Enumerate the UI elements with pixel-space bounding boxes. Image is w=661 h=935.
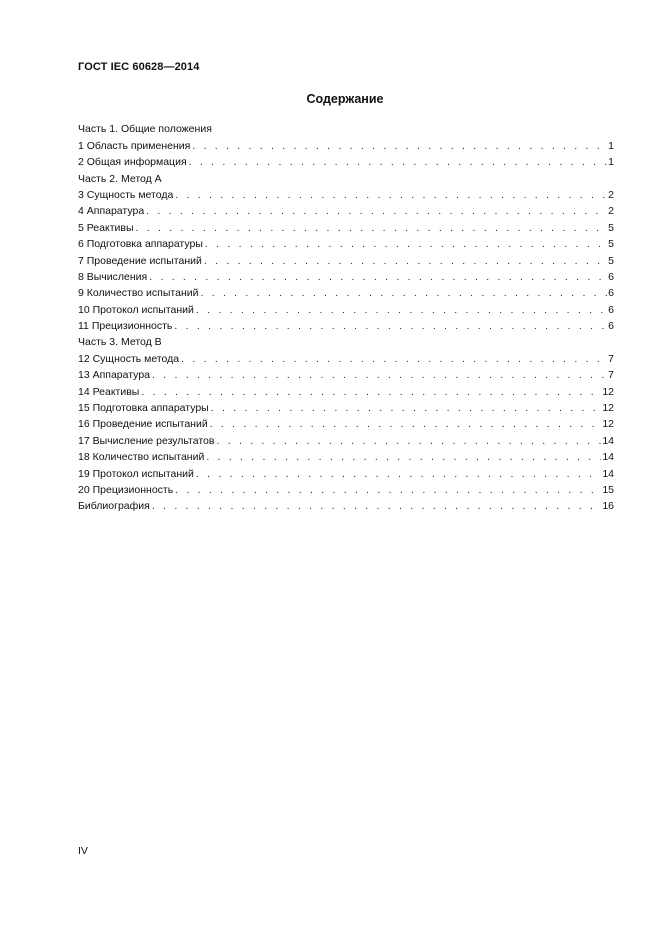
toc-entry-page: 5 [608,254,614,267]
dot-leader [175,189,607,201]
toc-entry-page: 5 [608,238,614,251]
toc-entry-label: 4 Аппаратура [78,205,145,218]
toc-entry-page: 7 [608,369,614,382]
dot-leader [196,468,601,480]
toc-entry-page: 2 [608,188,614,201]
dot-leader [211,402,602,414]
dot-leader [152,500,601,512]
toc-entry-label: 14 Реактивы [78,385,140,398]
dot-leader [216,435,601,447]
toc-entry-label: 1 Область применения [78,139,191,152]
toc-entry [78,299,614,315]
toc-entry [78,496,614,512]
dot-leader [146,205,607,217]
toc-entry [78,217,614,233]
toc-entry-label: 17 Вычисление результатов [78,434,215,447]
toc-entry [78,316,614,332]
toc-entry-label: 8 Вычисления [78,270,148,283]
toc-entry-label: 19 Протокол испытаний [78,467,194,480]
toc-entry-label: 11 Прецизионность [78,320,173,333]
dot-leader [149,271,607,283]
toc-entry-page: 6 [608,320,614,333]
toc-entry [78,348,614,364]
toc-part-heading [78,332,614,348]
toc-entry-page: 15 [602,483,614,496]
document-code: ГОСТ IEC 60628—2014 [78,61,200,73]
toc-entry-label: Часть 2. Метод А [78,172,162,185]
toc-entry [78,430,614,446]
toc-entry-page: 2 [608,205,614,218]
toc-entry-label: 5 Реактивы [78,221,134,234]
toc-entry-label: 18 Количество испытаний [78,451,205,464]
toc-entry-label: 20 Прецизионность [78,483,174,496]
dot-leader [189,156,608,168]
toc-entry-label: Часть 3. Метод В [78,336,162,349]
toc-entry-label: 15 Подготовка аппаратуры [78,402,209,415]
toc-entry-page: 12 [602,402,614,415]
toc-entry-label: Библиография [78,500,150,513]
toc-entry-label: 12 Сущность метода [78,352,180,365]
toc-entry [78,398,614,414]
toc-part-heading [78,119,614,135]
page-number: IV [78,845,88,857]
dot-leader [206,451,601,463]
toc-entry-label: 7 Проведение испытаний [78,254,202,267]
page-title: Содержание [306,92,384,106]
dot-leader [192,140,607,152]
toc-entry-page: 16 [602,500,614,513]
toc-entry [78,234,614,250]
toc-entry-page: 1 [608,139,614,152]
toc-entry [78,447,614,463]
toc-entry [78,414,614,430]
toc-entry-label: 6 Подготовка аппаратуры [78,238,203,251]
toc-entry-page: 6 [608,270,614,283]
toc-entry [78,250,614,266]
dot-leader [200,287,607,299]
toc-entry-page: 14 [602,434,614,447]
table-of-contents [78,119,614,512]
toc-entry-label: 2 Общая информация [78,156,187,169]
toc-entry [78,135,614,151]
toc-entry [78,283,614,299]
dot-leader [204,255,607,267]
toc-part-heading [78,168,614,184]
toc-entry-page: 1 [608,156,614,169]
dot-leader [175,484,601,496]
toc-entry-page: 14 [602,467,614,480]
toc-entry-page: 14 [602,451,614,464]
dot-leader [196,304,607,316]
toc-entry [78,480,614,496]
dot-leader [181,353,607,365]
toc-entry-page: 6 [608,303,614,316]
toc-entry-label: Часть 1. Общие положения [78,123,212,136]
toc-entry-page: 6 [608,287,614,300]
toc-entry-label: 9 Количество испытаний [78,287,199,300]
dot-leader [205,238,607,250]
dot-leader [141,386,601,398]
toc-entry [78,267,614,283]
toc-entry-page: 12 [602,418,614,431]
toc-entry-label: 13 Аппаратура [78,369,150,382]
toc-entry [78,463,614,479]
toc-entry-page: 12 [602,385,614,398]
dot-leader [210,418,602,430]
toc-entry-page: 5 [608,221,614,234]
toc-entry-page: 7 [608,352,614,365]
toc-entry-label: 10 Протокол испытаний [78,303,194,316]
toc-entry [78,185,614,201]
toc-entry [78,381,614,397]
toc-entry [78,201,614,217]
dot-leader [136,222,608,234]
toc-entry-label: 3 Сущность метода [78,188,174,201]
toc-entry-label: 16 Проведение испытаний [78,418,208,431]
dot-leader [174,320,607,332]
toc-entry [78,152,614,168]
dot-leader [152,369,607,381]
toc-entry [78,365,614,381]
